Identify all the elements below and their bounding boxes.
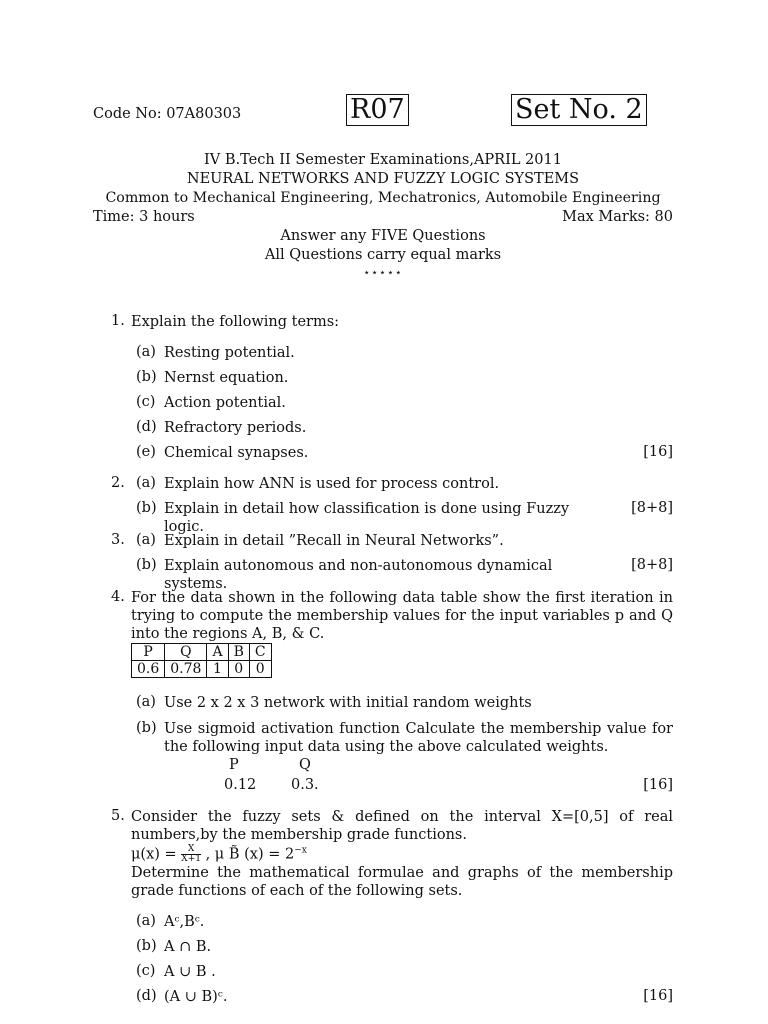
q3b-text: Explain autonomous and non-autonomous dynamical systems. [164,558,553,592]
table-header-c: C [249,644,271,661]
formula-exponent: −x [294,845,307,856]
q5-formula [131,845,307,864]
q5d-label: (d) [136,988,157,1004]
max-marks-label: Max Marks: 80 [562,209,673,225]
q1e-text: Chemical synapses. [164,445,309,461]
q1a-label: (a) [136,344,156,360]
q4-marks: [16] [643,777,673,793]
q4b-label: (b) [136,720,157,736]
q2-marks: [8+8] [631,500,673,516]
q1-text: Explain the following terms: [131,314,340,330]
q2a-text: Explain how ANN is used for process control. [164,476,500,492]
table-cell-q: 0.78 [165,661,207,678]
q5d-text: (A ∪ B)ᶜ. [164,989,228,1005]
q2-number: 2. [111,475,125,491]
q1b-text: Nernst equation. [164,370,289,386]
code-number: Code No: 07A80303 [93,106,242,122]
table-cell-p: 0.6 [132,661,165,678]
exam-title: IV B.Tech II Semester Examinations,APRIL 2011 [204,152,562,168]
table-cell-a: 1 [207,661,228,678]
q1d-label: (d) [136,419,157,435]
q1c-text: Action potential. [164,395,286,411]
q5b-text: A ∩ B. [164,939,212,955]
table-header-a: A [207,644,228,661]
branches: Common to Mechanical Engineering, Mechatronics, Automobile Engineering [105,190,661,206]
input-header-q: Q [299,757,311,773]
q2b-text: Explain in detail how classification is done using Fuzzy logic. [164,501,570,535]
q4-number: 4. [111,589,125,605]
instruction-marks: All Questions carry equal marks [264,247,502,263]
q1a-text: Resting potential. [164,345,295,361]
q1d-text: Refractory periods. [164,420,307,436]
set-number-box: Set No. 2 [511,94,647,126]
formula-b: B̃ [228,846,240,863]
table-header-b: B [228,644,249,661]
formula-left: μ(x) = [131,846,182,863]
q5-number: 5. [111,808,125,824]
table-header-q: Q [165,644,207,661]
q1-number: 1. [111,313,125,329]
input-value-p: 0.12 [224,777,257,793]
regulation-box: R07 [346,94,409,126]
subject-title: NEURAL NETWORKS AND FUZZY LOGIC SYSTEMS [186,171,580,187]
time-label: Time: 3 hours [93,209,195,225]
fraction-denominator: X+1 [181,854,201,864]
formula-right: (x) = 2 [239,846,295,863]
q4-data-table [131,643,272,678]
q4-text: For the data shown in the following data table show the first iteration in trying to compute the membership values for the input variables p and Q into the regions A, B, & C. [131,590,673,642]
q4a-label: (a) [136,694,156,710]
q5-text2: Determine the mathematical formulae and graphs of the membership grade functions of each of the following sets. [131,865,673,899]
q5-text: Consider the fuzzy sets & defined on the interval X=[0,5] of real numbers,by the membership grade functions. [131,809,673,843]
formula-fraction [181,845,201,864]
q5c-text: A ∪ B . [164,964,216,980]
q3-number: 3. [111,532,125,548]
table-header-p: P [132,644,165,661]
q3-marks: [8+8] [631,557,673,573]
q1c-label: (c) [136,394,156,410]
q4a-text: Use 2 x 2 x 3 network with initial random weights [164,695,532,711]
table-cell-b: 0 [228,661,249,678]
q2b-label: (b) [136,500,157,516]
q3b-label: (b) [136,557,157,573]
q5b-label: (b) [136,938,157,954]
q5a-text: Aᶜ,Bᶜ. [164,914,205,930]
q1-marks: [16] [643,444,673,460]
q4b-text: Use sigmoid activation function Calculate the membership value for the following input data using the above calculated weights. [164,721,673,755]
formula-mid: , μ [200,846,229,863]
input-header-p: P [229,757,239,773]
instruction-answer: Answer any FIVE Questions [280,228,486,244]
q1e-label: (e) [136,444,156,460]
q3a-text: Explain in detail ”Recall in Neural Networks”. [164,533,504,549]
input-value-q: 0.3. [291,777,319,793]
q5-marks: [16] [643,988,673,1004]
q1b-label: (b) [136,369,157,385]
q2a-label: (a) [136,475,156,491]
fraction-numerator: X [181,845,201,855]
q5a-label: (a) [136,913,156,929]
stars-divider: ⋆⋆⋆⋆⋆ [363,266,403,279]
q5c-label: (c) [136,963,156,979]
q3a-label: (a) [136,532,156,548]
table-cell-c: 0 [249,661,271,678]
